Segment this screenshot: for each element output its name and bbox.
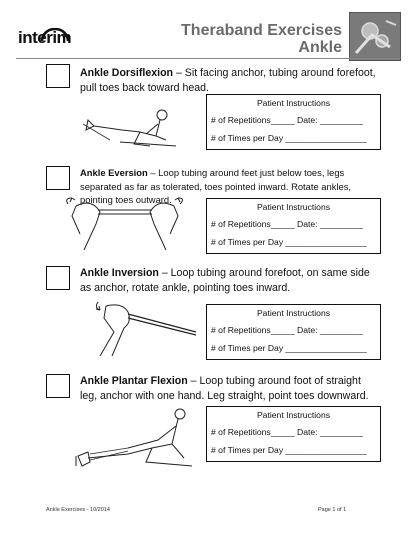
title-line-2: Ankle	[298, 39, 342, 56]
exercise-name: Ankle Eversion	[80, 167, 148, 178]
exercise-description	[80, 66, 380, 96]
patient-instructions-box	[206, 304, 381, 360]
exercise-text: – Loop tubing around feet just below toes, legs separated as far as tolerated, toes pointed inward. Rotate ankles, pointing toes outward.	[80, 167, 351, 205]
plantar-flexion-illustration	[68, 404, 198, 470]
repetitions-field[interactable]: # of Repetitions_____ Date: _________	[211, 115, 363, 125]
exercise-text: – Loop tubing around forefoot, on same side as anchor, rotate ankle, pointing toes inward.	[80, 267, 370, 294]
times-per-day-field[interactable]: # of Times per Day _________________	[211, 343, 367, 353]
exercise-description	[80, 374, 380, 404]
patient-instructions-title: Patient Instructions	[256, 98, 331, 108]
logo-text: interim	[18, 28, 72, 47]
page-title	[181, 22, 342, 56]
exercise-name: Ankle Dorsiflexion	[80, 67, 174, 79]
exercise-name: Ankle Plantar Flexion	[80, 375, 188, 387]
exercise-checkbox[interactable]	[46, 64, 70, 88]
repetitions-field[interactable]: # of Repetitions_____ Date: _________	[211, 219, 363, 229]
footer-left: Ankle Exercises - 10/2014	[46, 507, 110, 513]
header-divider	[16, 58, 400, 59]
exercise-checkbox[interactable]	[46, 166, 70, 190]
footer-page-number: Page 1 of 1	[318, 507, 347, 513]
exercise-name: Ankle Inversion	[80, 267, 159, 279]
exercise-text: – Loop tubing around foot of straight leg, anchor with one hand. Leg straight, point toes downward.	[80, 375, 369, 402]
title-line-1: Theraband Exercises	[181, 22, 342, 39]
exercise-checkbox[interactable]	[46, 266, 70, 290]
times-per-day-field[interactable]: # of Times per Day _________________	[211, 445, 367, 455]
repetitions-field[interactable]: # of Repetitions_____ Date: _________	[211, 325, 363, 335]
exercise-description	[80, 266, 380, 296]
repetitions-field[interactable]: # of Repetitions_____ Date: _________	[211, 427, 363, 437]
dorsiflexion-illustration	[80, 106, 180, 150]
exercise-checkbox[interactable]	[46, 374, 70, 398]
exercise-text: – Sit facing anchor, tubing around forefoot, pull toes back toward head.	[80, 67, 376, 94]
times-per-day-field[interactable]: # of Times per Day _________________	[211, 237, 367, 247]
header-ankle-image	[349, 12, 401, 61]
patient-instructions-title: Patient Instructions	[256, 410, 331, 420]
inversion-illustration	[92, 298, 198, 360]
patient-instructions-box	[206, 198, 381, 254]
patient-instructions-title: Patient Instructions	[256, 202, 331, 212]
times-per-day-field[interactable]: # of Times per Day _________________	[211, 133, 367, 143]
ankle-joint-icon	[350, 13, 400, 60]
patient-instructions-box	[206, 406, 381, 462]
patient-instructions-box	[206, 94, 381, 150]
eversion-illustration	[62, 194, 190, 256]
patient-instructions-title: Patient Instructions	[256, 308, 331, 318]
